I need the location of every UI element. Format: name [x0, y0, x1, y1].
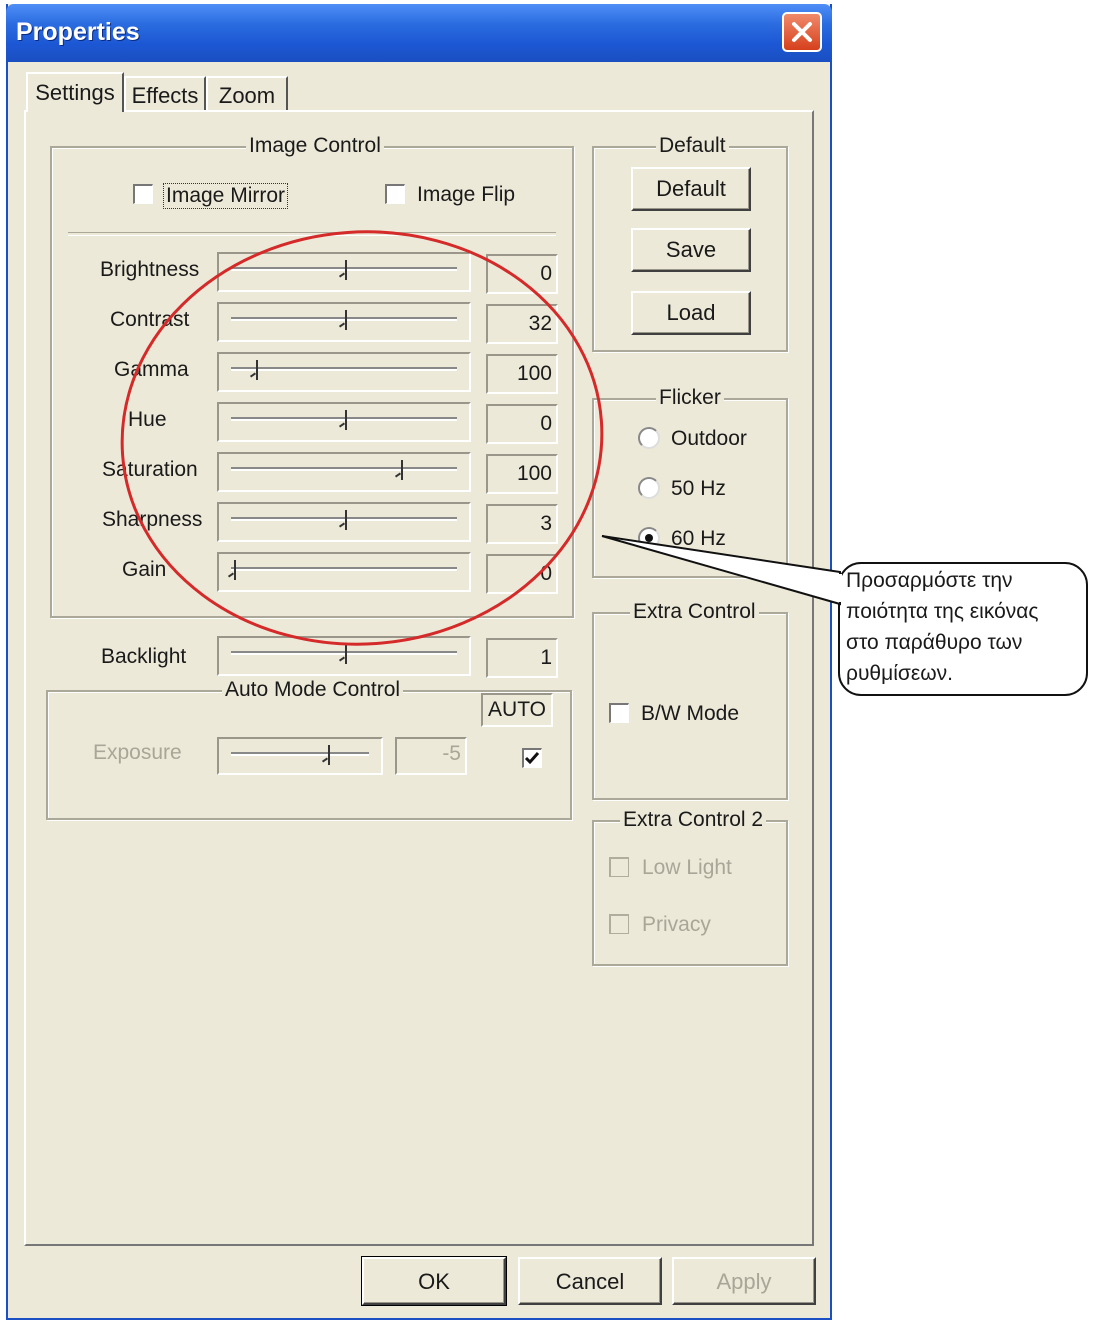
slider-thumb[interactable] — [342, 410, 350, 432]
sharpness-value: 3 — [486, 504, 558, 544]
radio-50hz[interactable] — [638, 477, 660, 499]
saturation-value: 100 — [486, 454, 558, 494]
slider-track — [231, 467, 457, 471]
gamma-value: 100 — [486, 354, 558, 394]
load-button[interactable]: Load — [631, 291, 751, 335]
close-button[interactable] — [782, 12, 822, 52]
bw-mode-checkbox[interactable] — [609, 703, 629, 723]
close-icon — [791, 21, 813, 43]
image-mirror-label: Image Mirror — [163, 183, 288, 209]
exposure-value: -5 — [395, 737, 467, 775]
radio-outdoor[interactable] — [638, 427, 660, 449]
low-light-label: Low Light — [642, 856, 732, 879]
image-mirror-checkbox[interactable] — [133, 184, 153, 204]
extra-control-2-group — [592, 820, 788, 966]
bw-mode-label: B/W Mode — [641, 702, 740, 725]
extra-control-title: Extra Control — [630, 600, 759, 624]
slider-track — [231, 752, 369, 756]
window-title: Properties — [16, 18, 140, 46]
low-light-checkbox — [609, 857, 629, 877]
radio-outdoor-label: Outdoor — [671, 427, 747, 450]
cancel-button[interactable]: Cancel — [518, 1257, 662, 1305]
hue-slider[interactable] — [217, 402, 471, 442]
default-button[interactable]: Default — [631, 167, 751, 211]
tab-effects[interactable]: Effects — [124, 76, 206, 110]
contrast-value: 32 — [486, 304, 558, 344]
callout-line: ποιότητα της εικόνας — [846, 600, 1039, 623]
slider-thumb[interactable] — [342, 644, 350, 666]
callout-line: ρυθμίσεων. — [846, 662, 953, 685]
save-button[interactable]: Save — [631, 228, 751, 272]
hue-value: 0 — [486, 404, 558, 444]
slider-thumb[interactable] — [342, 510, 350, 532]
backlight-value: 1 — [486, 638, 558, 678]
gamma-slider[interactable] — [217, 352, 471, 392]
slider-thumb[interactable] — [342, 260, 350, 282]
callout-text — [846, 565, 1091, 689]
title-bar[interactable] — [6, 4, 832, 62]
image-control-title: Image Control — [246, 134, 384, 158]
contrast-slider[interactable] — [217, 302, 471, 342]
default-group-title: Default — [656, 134, 729, 158]
tab-settings[interactable]: Settings — [26, 72, 124, 112]
ok-button[interactable]: OK — [362, 1257, 506, 1305]
privacy-checkbox — [609, 914, 629, 934]
exposure-label: Exposure — [93, 741, 182, 764]
extra-control-2-title: Extra Control 2 — [620, 808, 766, 832]
hue-label: Hue — [128, 408, 167, 431]
flicker-group-title: Flicker — [656, 386, 724, 410]
callout-pointer — [598, 530, 848, 610]
slider-thumb[interactable] — [253, 360, 261, 382]
brightness-slider[interactable] — [217, 252, 471, 292]
backlight-label: Backlight — [101, 645, 187, 668]
slider-thumb[interactable] — [231, 560, 239, 582]
image-control-divider — [68, 232, 556, 236]
radio-60hz-label: 60 Hz — [671, 527, 726, 550]
sharpness-label: Sharpness — [102, 508, 203, 531]
sharpness-slider[interactable] — [217, 502, 471, 542]
image-flip-label: Image Flip — [417, 183, 516, 206]
brightness-value: 0 — [486, 254, 558, 294]
slider-thumb — [325, 745, 333, 767]
apply-button: Apply — [672, 1257, 816, 1305]
callout-line: Προσαρμόστε την — [846, 569, 1013, 592]
auto-exposure-checkbox[interactable] — [522, 748, 542, 768]
brightness-label: Brightness — [100, 258, 200, 281]
backlight-slider[interactable] — [217, 636, 471, 676]
saturation-label: Saturation — [102, 458, 198, 481]
exposure-slider — [217, 737, 383, 775]
tab-zoom[interactable]: Zoom — [206, 76, 288, 110]
image-flip-checkbox[interactable] — [385, 184, 405, 204]
slider-thumb[interactable] — [342, 310, 350, 332]
checkmark-icon — [524, 750, 540, 766]
callout-line: στο παράθυρο των — [846, 631, 1023, 654]
auto-mode-control-title: Auto Mode Control — [222, 678, 403, 702]
auto-header: AUTO — [481, 693, 553, 727]
radio-50hz-label: 50 Hz — [671, 477, 726, 500]
saturation-slider[interactable] — [217, 452, 471, 492]
gain-value: 0 — [486, 554, 558, 594]
slider-track — [231, 367, 457, 371]
gamma-label: Gamma — [114, 358, 189, 381]
slider-thumb[interactable] — [398, 460, 406, 482]
gain-label: Gain — [122, 558, 167, 581]
gain-slider[interactable] — [217, 552, 471, 592]
contrast-label: Contrast — [110, 308, 190, 331]
privacy-label: Privacy — [642, 913, 711, 936]
slider-track — [231, 567, 457, 571]
